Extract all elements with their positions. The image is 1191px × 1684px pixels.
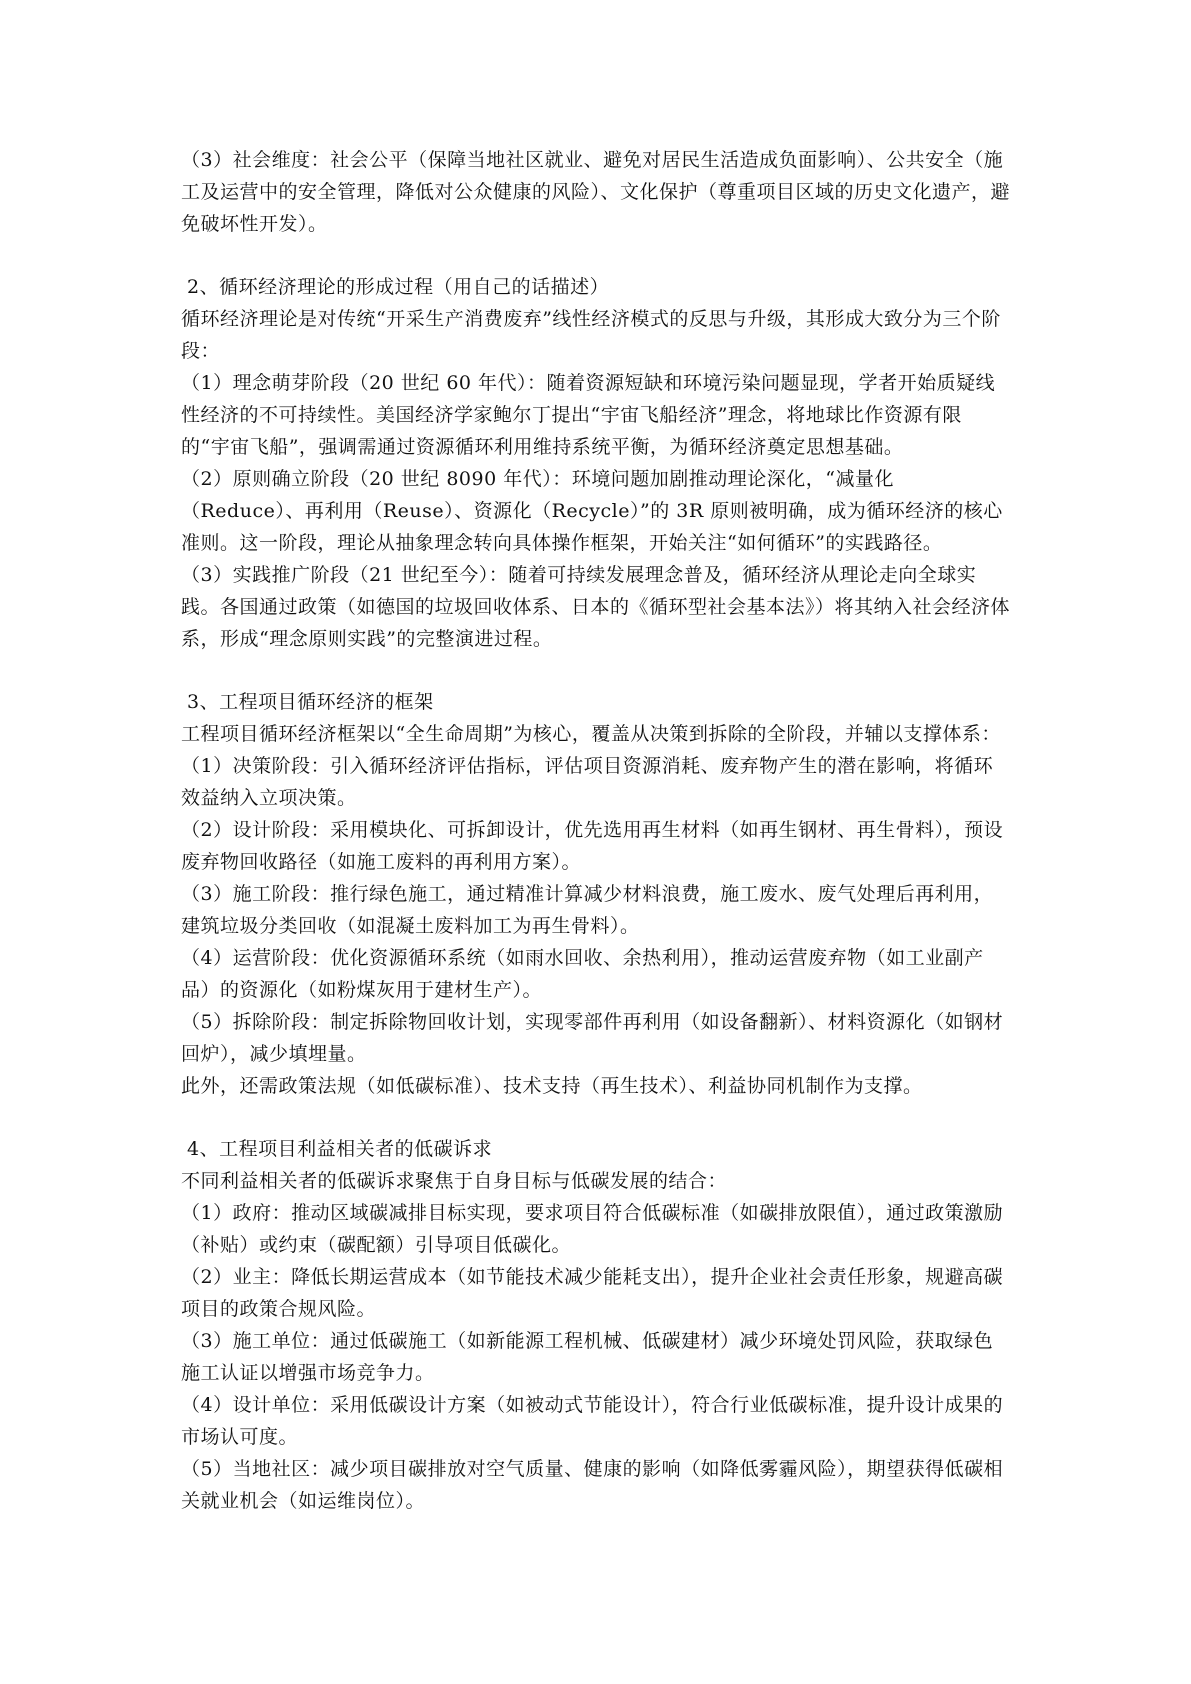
paragraph: （1）政府：推动区域碳减排目标实现，要求项目符合低碳标准（如碳排放限值），通过政策激励（补贴）或约束（碳配额）引导项目低碳化。 <box>181 1202 1004 1256</box>
paragraph: （5）当地社区：减少项目碳排放对空气质量、健康的影响（如降低雾霾风险），期望获得低碳相关就业机会（如运维岗位）。 <box>181 1458 1004 1512</box>
paragraph: （2）设计阶段：采用模块化、可拆卸设计，优先选用再生材料（如再生钢材、再生骨料），预设废弃物回收路径（如施工废料的再利用方案）。 <box>181 819 1004 873</box>
paragraph: （1）决策阶段：引入循环经济评估指标，评估项目资源消耗、废弃物产生的潜在影响，将循环效益纳入立项决策。 <box>181 755 994 809</box>
section-heading: 3、工程项目循环经济的框架 <box>187 691 434 713</box>
paragraph: （4）运营阶段：优化资源循环系统（如雨水回收、余热利用），推动运营废弃物（如工业副产品）的资源化（如粉煤灰用于建材生产）。 <box>181 947 984 1001</box>
paragraph: （3）施工单位：通过低碳施工（如新能源工程机械、低碳建材）减少环境处罚风险，获取绿色施工认证以增强市场竞争力。 <box>181 1330 994 1384</box>
paragraph: （4）设计单位：采用低碳设计方案（如被动式节能设计），符合行业低碳标准，提升设计成果的市场认可度。 <box>181 1394 1004 1448</box>
section-circular-economy-theory <box>181 271 1011 655</box>
section-gap <box>181 655 1011 686</box>
paragraph: （2）业主：降低长期运营成本（如节能技术减少能耗支出），提升企业社会责任形象，规避高碳项目的政策合规风险。 <box>181 1266 1004 1320</box>
paragraph: 不同利益相关者的低碳诉求聚焦于自身目标与低碳发展的结合： <box>181 1170 728 1192</box>
paragraph: （3）社会维度：社会公平（保障当地社区就业、避免对居民生活造成负面影响）、公共安全（施工及运营中的安全管理，降低对公众健康的风险）、文化保护（尊重项目区域的历史文化遗产，避免破坏性开发）。 <box>181 149 1011 235</box>
paragraph: （3）施工阶段：推行绿色施工，通过精准计算减少材料浪费，施工废水、废气处理后再利用，建筑垃圾分类回收（如混凝土废料加工为再生骨料）。 <box>181 883 994 937</box>
paragraph: （2）原则确立阶段（20 世纪 8090 年代）：环境问题加剧推动理论深化，“减量化（Reduce）、再利用（Reuse）、资源化（Recycle）”的 3R 原则被明确，成为循环经济的核心准则。这一阶段，理论从抽象理念转向具体操作框架，开始关注“如何循环”的实践路径。 <box>181 468 1003 554</box>
paragraph: （3）实践推广阶段（21 世纪至今）：随着可持续发展理念普及，循环经济从理论走向全球实践。各国通过政策（如德国的垃圾回收体系、日本的《循环型社会基本法》）将其纳入社会经济体系，形成“理念原则实践”的完整演进过程。 <box>181 564 1011 650</box>
section-stakeholder-demands <box>181 1133 1011 1517</box>
document-page <box>181 144 1011 1517</box>
paragraph: 循环经济理论是对传统“开采生产消费废弃”线性经济模式的反思与升级，其形成大致分为三个阶段： <box>181 308 1001 362</box>
paragraph: 此外，还需政策法规（如低碳标准）、技术支持（再生技术）、利益协同机制作为支撑。 <box>181 1075 923 1097</box>
paragraph: （5）拆除阶段：制定拆除物回收计划，实现零部件再利用（如设备翻新）、材料资源化（如钢材回炉），减少填埋量。 <box>181 1011 1004 1065</box>
paragraph: 工程项目循环经济框架以“全生命周期”为核心，覆盖从决策到拆除的全阶段，并辅以支撑体系： <box>181 723 1001 745</box>
section-project-framework <box>181 686 1011 1102</box>
section-heading: 2、循环经济理论的形成过程（用自己的话描述） <box>187 276 610 298</box>
section-social-dimension <box>181 144 1011 240</box>
paragraph: （1）理念萌芽阶段（20 世纪 60 年代）：随着资源短缺和环境污染问题显现，学者开始质疑线性经济的不可持续性。美国经济学家鲍尔丁提出“宇宙飞船经济”理念，将地球比作资源有限的“宇宙飞船”，强调需通过资源循环利用维持系统平衡，为循环经济奠定思想基础。 <box>181 372 996 458</box>
section-gap <box>181 240 1011 271</box>
section-heading: 4、工程项目利益相关者的低碳诉求 <box>187 1138 493 1160</box>
section-gap <box>181 1102 1011 1133</box>
